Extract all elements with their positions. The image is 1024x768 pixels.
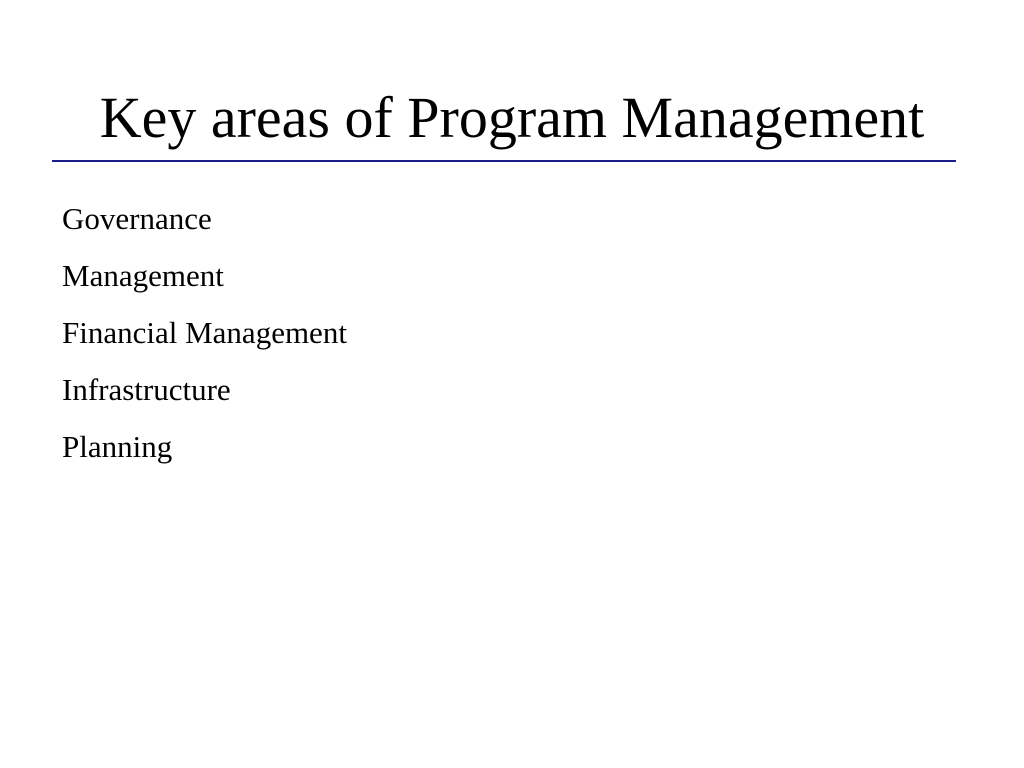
- list-item-infrastructure: Infrastructure: [62, 372, 231, 407]
- list-item-governance: Governance: [62, 201, 212, 236]
- list-item-financial-management: Financial Management: [62, 315, 347, 350]
- slide-title: Key areas of Program Management: [99, 85, 925, 150]
- list-item-management: Management: [62, 258, 224, 293]
- title-underline: [52, 160, 956, 162]
- list-item-planning: Planning: [62, 429, 173, 464]
- key-areas-list: [62, 190, 347, 475]
